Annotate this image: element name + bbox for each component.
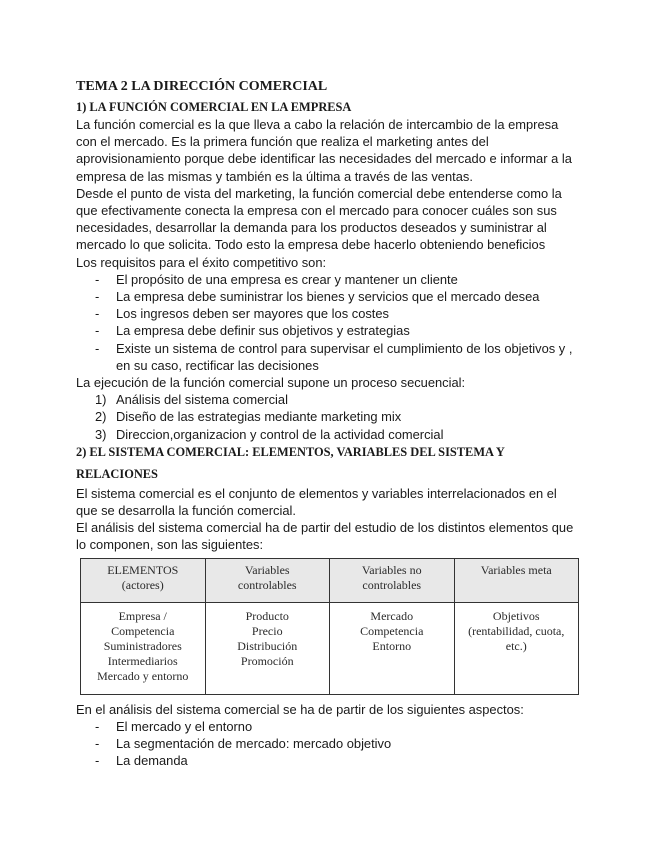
body-line: lo componen, son las siguientes:: [76, 537, 264, 553]
list-item: [76, 735, 584, 752]
list-item-text: La demanda: [116, 753, 188, 769]
section-2-heading-line-2: RELACIONES: [76, 466, 158, 481]
section-1-body: [76, 116, 584, 271]
list-item: [76, 718, 584, 735]
aspectos-list: [76, 718, 584, 770]
list-item-continuation: [76, 357, 584, 374]
body-line: que se desarrolla la función comercial.: [76, 503, 296, 519]
list-item: [76, 391, 584, 408]
body-line: que efectivamente conecta la empresa con el mercado para conocer cuáles son sus: [76, 203, 557, 219]
list-item-text: Diseño de las estrategias mediante marketing mix: [116, 409, 402, 425]
table-header-no-controlables: Variables no controlables: [330, 558, 455, 602]
section-2-body: [76, 485, 584, 554]
list-item-text: La segmentación de mercado: mercado objetivo: [116, 736, 392, 752]
dash-bullet: -: [95, 340, 100, 356]
list-item: [76, 340, 584, 357]
list-item: [76, 752, 584, 769]
dash-bullet: -: [95, 306, 100, 322]
dash-bullet: -: [95, 323, 100, 339]
dash-bullet: -: [95, 289, 100, 305]
list-item: [76, 426, 584, 443]
dash-bullet: -: [95, 718, 100, 734]
list-number: 1): [95, 392, 107, 408]
list-item-text: en su caso, rectificar las decisiones: [116, 357, 319, 373]
section-2-heading: 2) EL SISTEMA COMERCIAL: ELEMENTOS, VARIABLES DEL SISTEMA Y: [76, 444, 505, 459]
requisitos-list: [76, 271, 584, 374]
list-item-text: Los ingresos deben ser mayores que los costes: [116, 306, 390, 322]
body-line: con el mercado. Es la primera función que realiza el marketing antes del: [76, 134, 489, 150]
list-item: [76, 288, 584, 305]
list-item-text: El mercado y el entorno: [116, 718, 253, 734]
page-title: TEMA 2 LA DIRECCIÓN COMERCIAL: [76, 79, 328, 94]
body-line: El sistema comercial es el conjunto de elementos y variables interrelacionados en el: [76, 485, 557, 501]
aspectos-intro: En el análisis del sistema comercial se ha de partir de los siguientes aspectos:: [76, 701, 524, 717]
dash-bullet: -: [95, 736, 100, 752]
table-row: [81, 602, 579, 694]
dash-bullet: -: [95, 753, 100, 769]
list-item: [76, 322, 584, 339]
table-cell-controlables: Producto Precio Distribución Promoción: [205, 602, 330, 694]
list-number: 2): [95, 409, 107, 425]
body-line: La función comercial es la que lleva a cabo la relación de intercambio de la empresa: [76, 117, 559, 132]
body-line: mercado lo que solicita. Todo esto la empresa debe hacerlo obteniendo beneficios: [76, 237, 546, 253]
proceso-intro: La ejecución de la función comercial supone un proceso secuencial:: [76, 375, 466, 391]
table-header-controlables: Variables controlables: [205, 558, 330, 602]
body-line: Los requisitos para el éxito competitivo son:: [76, 254, 327, 270]
list-item-text: Existe un sistema de control para supervisar el cumplimiento de los objetivos y ,: [116, 340, 573, 356]
list-item: [76, 271, 584, 288]
elements-table: [80, 558, 579, 695]
document-page: [76, 78, 584, 769]
body-line: Desde el punto de vista del marketing, la función comercial debe entenderse como la: [76, 185, 562, 201]
table-cell-no-controlables: Mercado Competencia Entorno: [330, 602, 455, 694]
list-item: [76, 305, 584, 322]
body-line: empresa de las mismas y también es la última a través de las ventas.: [76, 168, 473, 184]
table-header-meta: Variables meta: [454, 558, 579, 602]
list-item-text: Direccion,organizacion y control de la actividad comercial: [116, 426, 444, 442]
table-cell-elementos: Empresa / Competencia Suministradores Intermediarios Mercado y entorno: [81, 602, 206, 694]
list-number: 3): [95, 426, 107, 442]
list-item-text: Análisis del sistema comercial: [116, 392, 288, 408]
body-line: El análisis del sistema comercial ha de partir del estudio de los distintos elementos que: [76, 520, 574, 536]
body-line: aprovisionamiento porque debe identificar las necesidades del mercado e informar a la: [76, 151, 572, 167]
table-header-elementos: ELEMENTOS (actores): [81, 558, 206, 602]
list-item-text: El propósito de una empresa es crear y mantener un cliente: [116, 271, 458, 287]
list-item-text: La empresa debe suministrar los bienes y servicios que el mercado desea: [116, 289, 540, 305]
proceso-list: [76, 391, 584, 443]
section-1-heading: 1) LA FUNCIÓN COMERCIAL EN LA EMPRESA: [76, 100, 352, 114]
list-item: [76, 408, 584, 425]
dash-bullet: -: [95, 271, 100, 287]
table-header-row: [81, 558, 579, 602]
list-item-text: La empresa debe definir sus objetivos y estrategias: [116, 323, 410, 339]
body-line: necesidades, desarrollar la demanda para los productos deseados y suministrar al: [76, 220, 547, 236]
table-cell-meta: Objetivos (rentabilidad, cuota, etc.): [454, 602, 579, 694]
